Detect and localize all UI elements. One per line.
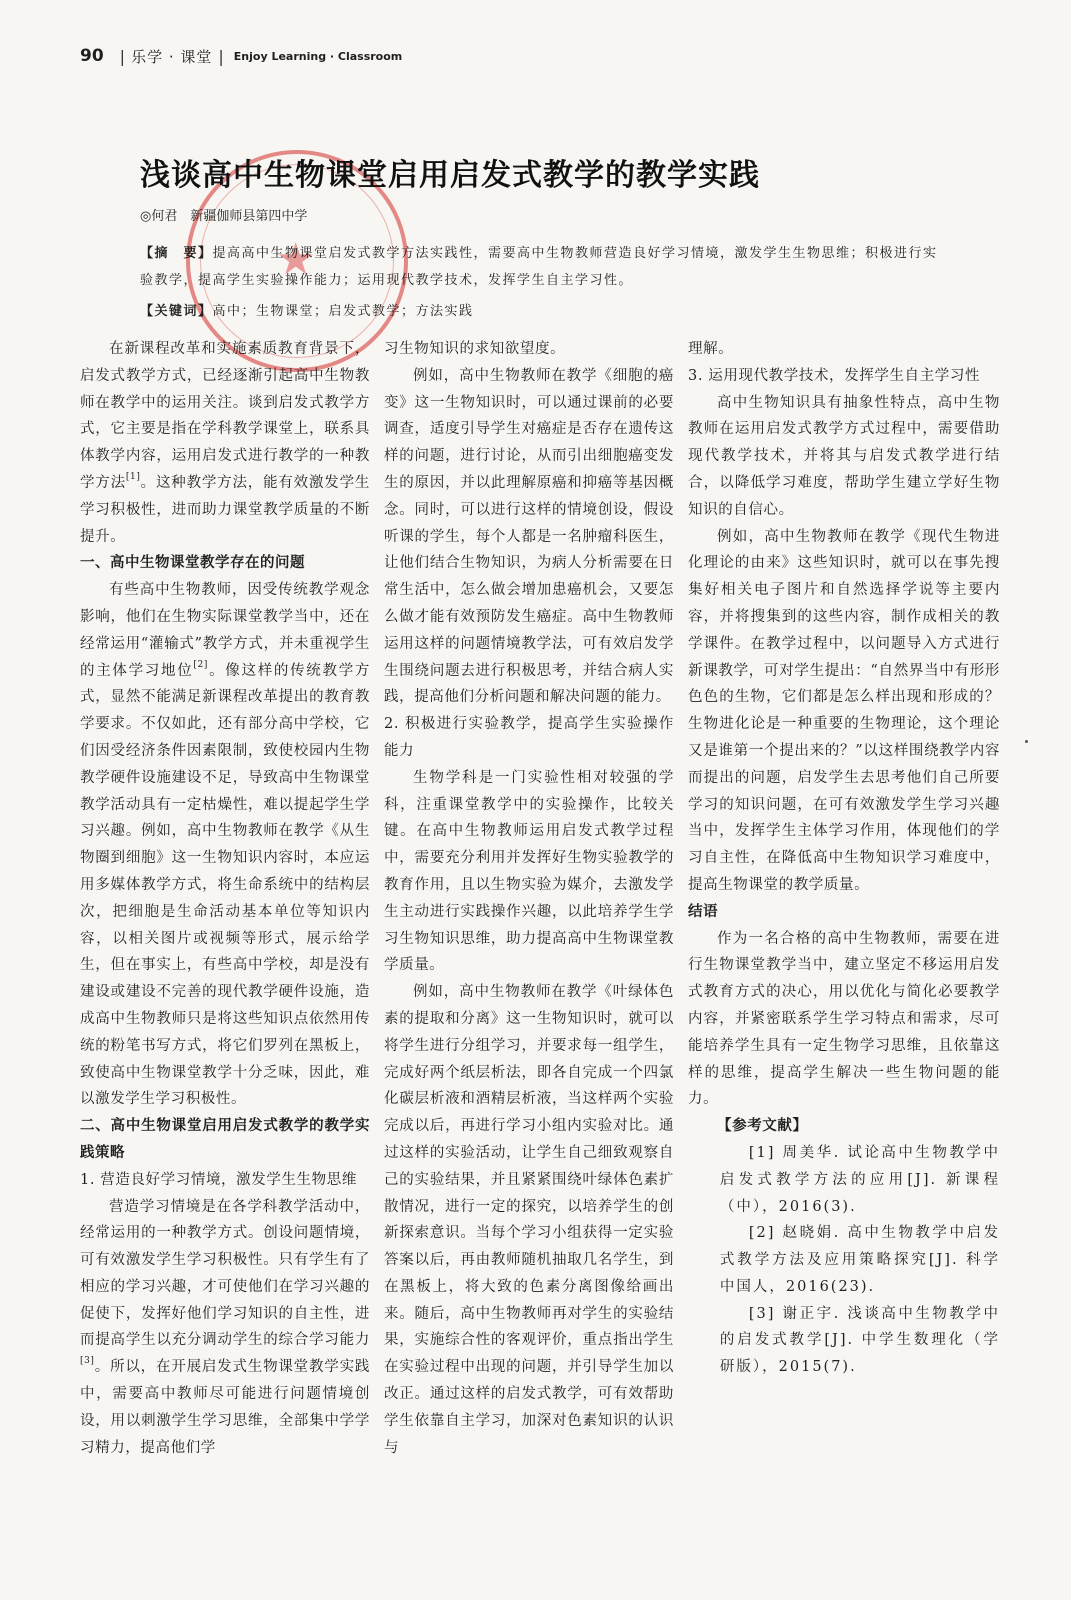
paragraph: 作为一名合格的高中生物教师，需要在进行生物课堂教学当中，建立坚定不移运用启发式教育方式的决心，用以优化与简化必要教学内容，并紧密联系学生学习特点和需求，尽可能培养学生具有一定生物学习思维，且依靠这样的思维，提高学生解决一些生物问题的能力。 (688, 930, 1000, 1108)
abstract-text: 提高高中生物课堂启发式教学方法实践性，需要高中生物教师营造良好学习情境，激发学生生物思维；积极进行实验教学，提高学生实验操作能力；运用现代教学技术，发挥学生自主学习性。 (140, 246, 938, 288)
journal-name-cn: 乐学 · 课堂 (131, 47, 213, 66)
article-title: 浅谈高中生物课堂启用启发式教学的教学实践 (140, 158, 760, 193)
paragraph: 例如，高中生物教师在教学《现代生物进化理论的由来》这些知识时，就可以在事先搜集好相关电子图片和自然选择学说等主要内容，并将搜集到的这些内容，制作成相关的教学课件。在教学过程中，以问题导入方式进行新课教学，可对学生提出：“自然界当中有形形色色的生物，它们都是怎么样出现和形成的？生物进化论是一种重要的生物理论，这个理论又是谁第一个提出来的？”以这样围绕教学内容而提出的问题，启发学生去思考他们自己所要学习的知识问题，在可有效激发学生学习兴趣当中，发挥学生主体学习作用，体现他们的学习自主性，在降低高中生物知识学习难度中，提高生物课堂的教学质量。 (688, 528, 1000, 893)
reference-item: [2] 赵晓娟. 高中生物教学中启发式教学方法及应用策略探究[J]. 科学中国人，2016(23). (719, 1225, 1000, 1295)
abstract (140, 240, 940, 294)
references-heading: 【参考文献】 (717, 1118, 808, 1135)
column-2 (384, 336, 674, 1461)
stamp-star-icon: ★ (276, 234, 316, 285)
citation: [1] (125, 471, 141, 482)
keywords-label: 【关键词】 (140, 304, 213, 319)
subsection-heading-2: 2. 积极进行实验教学，提高学生实验操作能力 (384, 716, 674, 759)
reference-item: [3] 谢正宇. 浅谈高中生物教学中的启发式教学[J]. 中学生数理化（学研版），2015(7). (719, 1305, 1000, 1376)
header-separator: | (119, 46, 126, 66)
section-heading-1: 一、高中生物课堂教学存在的问题 (80, 555, 305, 572)
page-number: 90 (80, 46, 104, 66)
reference-item: [1] 周美华. 试论高中生物教学中启发式教学方法的应用[J]. 新课程（中），2016(3). (719, 1144, 1000, 1215)
citation: [2] (193, 659, 208, 670)
paragraph-continued: 习生物知识的求知欲望度。 (384, 341, 566, 357)
conclusion-heading: 结语 (688, 903, 718, 920)
keywords (140, 298, 940, 325)
paragraph-text: 。所以，在开展启发式生物课堂教学实践中，需要高中教师尽可能进行问题情境创设，用以刺激学生学习思维，全部集中学学习精力，提高他们学 (80, 1359, 370, 1456)
paragraph: 例如，高中生物教师在教学《叶绿体色素的提取和分离》这一生物知识时，就可以将学生进行分组学习，并要求每一组学生，完成好两个纸层析法，即各自完成一个四氯化碳层析液和酒精层析液，当这样两个实验完成以后，再进行学习小组内实验对比。通过这样的实验活动，让学生自己细致观察自己的实验结果，并且紧紧围绕叶绿体色素扩散情况，进行一定的探究，以培养学生的创新探索意识。当每个学习小组获得一定实验答案以后，再由教师随机抽取几名学生，到在黑板上，将大致的色素分离图像给画出来。随后，高中生物教师再对学生的实验结果，实施综合性的客观评价，重点指出学生在实验过程中出现的问题，并引导学生加以改正。通过这样的启发式教学，可有效帮助学生依靠自主学习，加深对色素知识的认识与 (384, 984, 674, 1456)
keywords-text: 高中；生物课堂；启发式教学；方法实践 (212, 304, 474, 319)
paragraph (80, 1194, 370, 1462)
paragraph-continued: 理解。 (688, 341, 734, 357)
paragraph: 例如，高中生物教师在教学《细胞的癌变》这一生物知识时，可以通过课前的必要调查，适度引导学生对癌症是否存在遗传这样的问题，进行讨论，从而引出细胞癌变发生的原因，并以此理解原癌和抑癌等基因概念。同时，可以进行这样的情境创设，假设听课的学生，每个人都是一名肿瘤科医生，让他们结合生物知识，为病人分析需要在日常生活中，怎么做会增加患癌机会，又要怎么做才能有效预防发生癌症。高中生物教师运用这样的问题情境教学法，可有效启发学生围绕问题去进行积极思考，并结合病人实践，提高他们分析问题和解决问题的能力。 (384, 367, 674, 706)
scan-dot (1025, 740, 1028, 743)
abstract-label: 【摘 要】 (140, 246, 213, 261)
page-header (80, 40, 980, 72)
column-1 (80, 336, 370, 1461)
paragraph: 生物学科是一门实验性相对较强的学科，注重课堂教学中的实验操作，比较关键。在高中生物教师运用启发式教学过程中，需要充分利用并发挥好生物实验教学的教育作用，且以生物实验为媒介，去激发学生主动进行实践操作兴趣，以此培养学生学习生物知识思维，助力提高高中生物课堂教学质量。 (384, 769, 674, 974)
subsection-heading-3: 3. 运用现代教学技术，发挥学生自主学习性 (688, 367, 981, 384)
section-heading-2: 二、高中生物课堂启用启发式教学的教学实践策略 (80, 1118, 370, 1161)
paragraph-text: 。这种教学方法，能有效激发学生学习积极性，进而助力课堂教学质量的不断提升。 (80, 474, 370, 545)
column-3 (688, 336, 1000, 1381)
paragraph-text: 。像这样的传统教学方式，显然不能满足新课程改革提出的教育教学要求。不仅如此，还有部分高中学校，它们因受经济条件因素限制，致使校园内生物教学硬件设施建设不足，导致高中生物课堂教学活动具有一定枯燥性，难以提起学生学习兴趣。例如，高中生物教师在教学《从生物圈到细胞》这一生物知识内容时，本应运用多媒体教学方式，将生命系统中的结构层次，把细胞是生命活动基本单位等知识内容，以相关图片或视频等形式，展示给学生，但在事实上，有些高中学校，却是没有建设或建设不完善的现代教学硬件设施，造成高中生物教师只是将这些知识点依然用传统的粉笔书写方式，将它们罗列在黑板上，致使高中生物课堂教学十分乏味，因此，难以激发学生学习积极性。 (80, 662, 371, 1108)
paragraph-text: 有些高中生物教师，因受传统教学观念影响，他们在生物实际课堂教学当中，还在经常运用“灌输式”教学方式，并未重视学生的主体学习地位 (80, 582, 370, 679)
author-line: ◎何君 新疆伽师县第四中学 (140, 209, 308, 224)
paragraph (80, 577, 370, 1113)
citation: [3] (80, 1356, 95, 1367)
paragraph-text: 营造学习情境是在各学科教学活动中，经常运用的一种教学方式。创设问题情境，可有效激发学生学习积极性。只有学生有了相应的学习兴趣，才可使他们在学习兴趣的促使下，发挥好他们学习知识的自主性，进而提高学生以充分调动学生的综合学习能力 (80, 1198, 370, 1349)
paragraph (80, 336, 370, 550)
header-separator-2: | (218, 46, 224, 66)
paragraph: 高中生物知识具有抽象性特点，高中生物教师在运用启发式教学方式过程中，需要借助现代教学技术，并将其与启发式教学进行结合，以降低学习难度，帮助学生建立学好生物知识的自信心。 (688, 394, 1000, 518)
paragraph-text: 在新课程改革和实施素质教育背景下，启发式教学方式，已经逐渐引起高中生物教师在教学中的运用关注。谈到启发式教学方式，它主要是指在学科教学课堂上，联系具体教学内容，运用启发式进行教学的一种教学方法 (80, 341, 370, 491)
journal-name-en: Enjoy Learning · Classroom (233, 49, 403, 63)
subsection-heading-1: 1. 营造良好学习情境，激发学生生物思维 (80, 1171, 357, 1188)
